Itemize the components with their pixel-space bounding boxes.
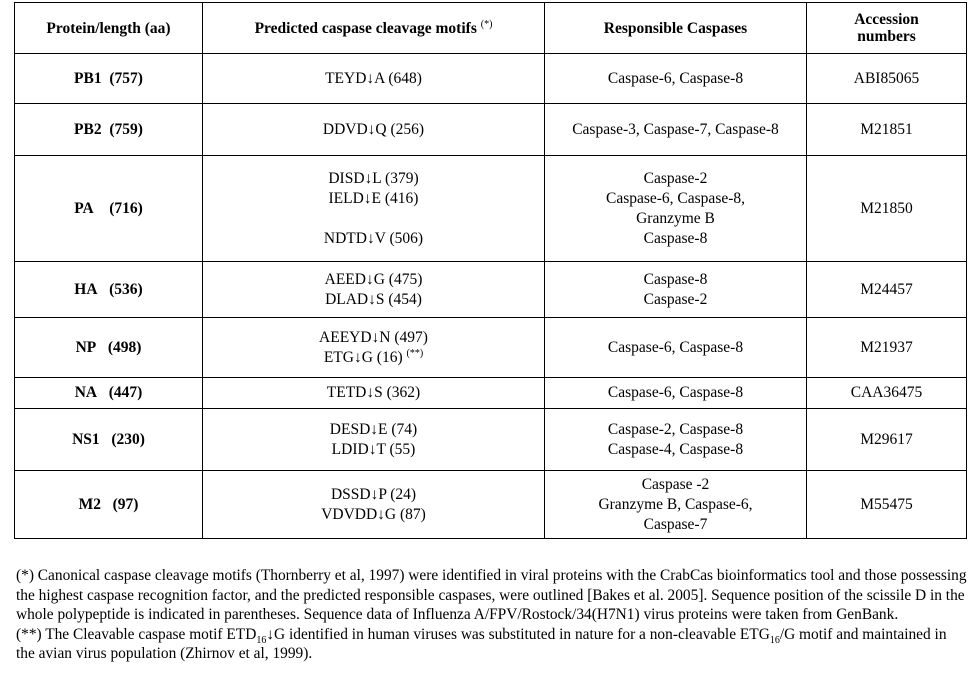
table-row bbox=[15, 471, 967, 539]
caspase-cell: Caspase-6, Caspase-8 bbox=[545, 378, 807, 409]
accession-cell: ABI85065 bbox=[807, 54, 967, 104]
protein-cell: NA (447) bbox=[15, 378, 203, 409]
table-row bbox=[15, 104, 967, 156]
protein-cell: PA (716) bbox=[15, 156, 203, 262]
accession-cell: M29617 bbox=[807, 409, 967, 471]
accession-cell: M55475 bbox=[807, 471, 967, 539]
motif-cell: TEYD↓A (648) bbox=[203, 54, 545, 104]
caspase-cell: Caspase-2 Caspase-6, Caspase-8, Granzyme B Caspase-8 bbox=[545, 156, 807, 262]
motif-cell: AEEYD↓N (497) ETG↓G (16) (**) bbox=[203, 318, 545, 378]
protein-cell: NS1 (230) bbox=[15, 409, 203, 471]
table-row bbox=[15, 156, 967, 262]
caspase-cell: Caspase-8 Caspase-2 bbox=[545, 262, 807, 318]
table-row bbox=[15, 54, 967, 104]
table-row bbox=[15, 262, 967, 318]
footnote-2: (**) The Cleavable caspase motif $ETD_{16}↓G$ identified in human viruses was substituted in nature for a non-cleavable $ETG_{16}/G$ motif and maintained in the avian virus population (Zhirnov et al, 1999). bbox=[16, 625, 947, 662]
np-motif-mark: (**) bbox=[406, 347, 424, 359]
motif-cell: AEED↓G (475) DLAD↓S (454) bbox=[203, 262, 545, 318]
footnote-1: (*) Canonical caspase cleavage motifs (Thornberry et al, 1997) were identified in viral proteins with the CrabCas bioinformatics tool and those possessing the highest caspase recognition factor, and the predicted responsible caspases, were outlined [Bakes et al. 2005]. Sequence position of the scissile D in the whole polypeptide is indicated in parentheses. Sequence data of Influenza A/FPV/Rostock/34(H7N1) virus proteins were taken from GenBank. bbox=[16, 567, 967, 623]
header-caspases: Responsible Caspases bbox=[545, 3, 807, 54]
caspase-cell: Caspase-3, Caspase-7, Caspase-8 bbox=[545, 104, 807, 156]
caspase-cell: Caspase-2, Caspase-8 Caspase-4, Caspase-8 bbox=[545, 409, 807, 471]
header-motifs-mark: (*) bbox=[480, 18, 493, 30]
protein-cell: PB2 (759) bbox=[15, 104, 203, 156]
motif-cell: DISD↓L (379) IELD↓E (416) NDTD↓V (506) bbox=[203, 156, 545, 262]
accession-cell: M21851 bbox=[807, 104, 967, 156]
accession-cell: M21850 bbox=[807, 156, 967, 262]
table-row bbox=[15, 318, 967, 378]
protein-cell: PB1 (757) bbox=[15, 54, 203, 104]
motif-cell: TETD↓S (362) bbox=[203, 378, 545, 409]
header-accession: Accession numbers bbox=[807, 3, 967, 54]
protein-cell: HA (536) bbox=[15, 262, 203, 318]
accession-cell: M24457 bbox=[807, 262, 967, 318]
caspase-table bbox=[14, 2, 967, 539]
caspase-cell: Caspase-6, Caspase-8 bbox=[545, 54, 807, 104]
table-row bbox=[15, 409, 967, 471]
caspase-cell: Caspase -2 Granzyme B, Caspase-6, Caspase-7 bbox=[545, 471, 807, 539]
motif-cell: DDVD↓Q (256) bbox=[203, 104, 545, 156]
header-protein: Protein/length (aa) bbox=[15, 3, 203, 54]
motif-cell: DESD↓E (74) LDID↓T (55) bbox=[203, 409, 545, 471]
motif-cell: DSSD↓P (24) VDVDD↓G (87) bbox=[203, 471, 545, 539]
header-motifs: Predicted caspase cleavage motifs (*) bbox=[203, 3, 545, 54]
table-row bbox=[15, 378, 967, 409]
caspase-cell: Caspase-6, Caspase-8 bbox=[545, 318, 807, 378]
accession-cell: M21937 bbox=[807, 318, 967, 378]
table-footnotes bbox=[16, 566, 968, 664]
protein-cell: NP (498) bbox=[15, 318, 203, 378]
table-header-row bbox=[15, 3, 967, 54]
accession-cell: CAA36475 bbox=[807, 378, 967, 409]
protein-cell: M2 (97) bbox=[15, 471, 203, 539]
caspase-table-container bbox=[14, 2, 966, 539]
